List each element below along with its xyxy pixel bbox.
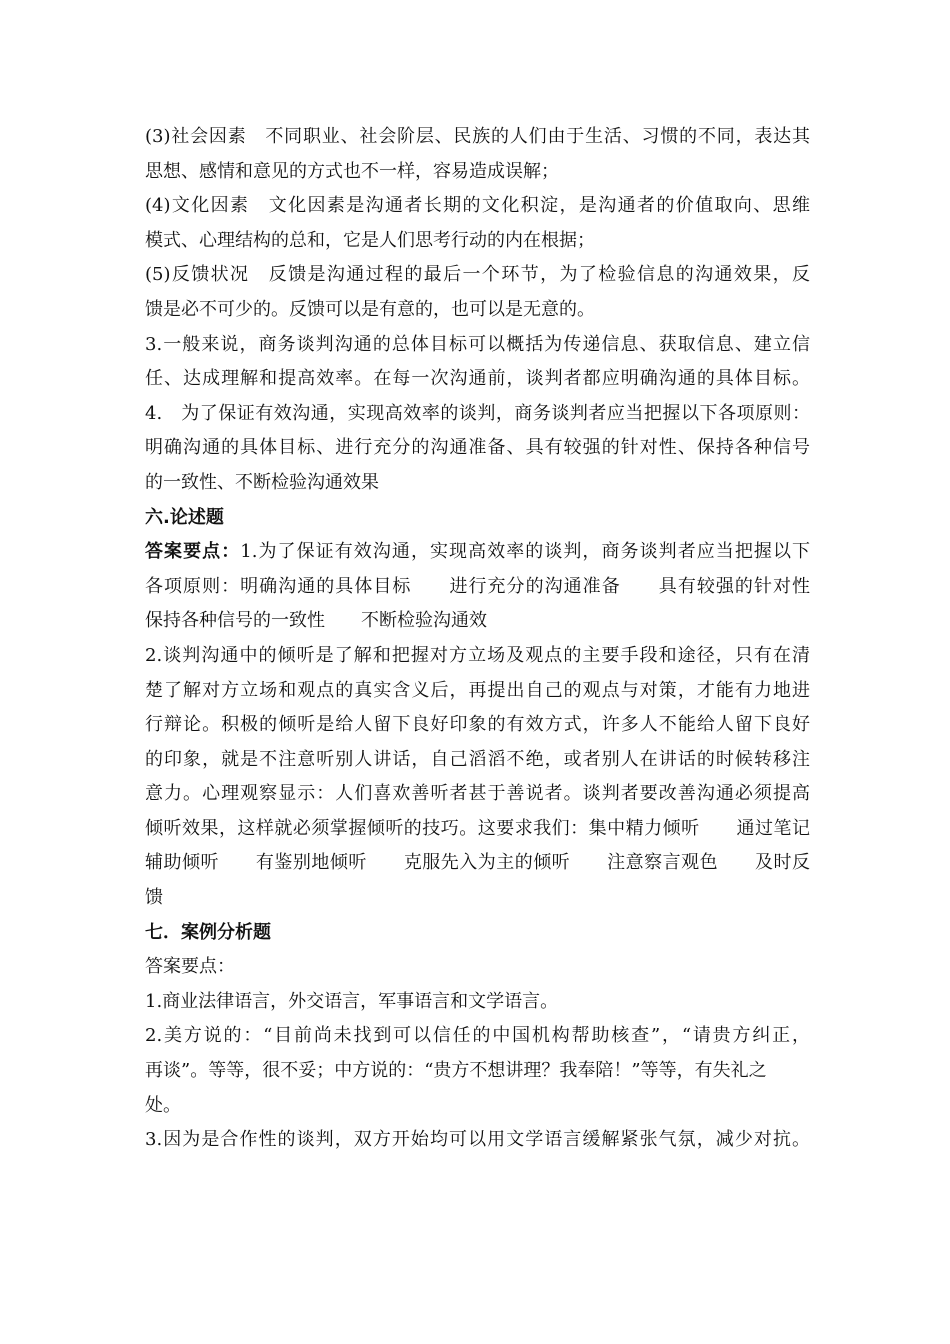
text-line: 楚了解对方立场和观点的真实含义后，再提出自己的观点与对策，才能有力地进 — [145, 679, 810, 701]
document-page — [145, 120, 810, 1158]
text-line: 任、达成理解和提高效率。在每一次沟通前，谈判者都应明确沟通的具体目标。 — [145, 368, 810, 390]
text-line: (3)社会因素 不同职业、社会阶层、民族的人们由于生活、习惯的不同，表达其 — [145, 126, 810, 147]
text-line: (5)反馈状况 反馈是沟通过程的最后一个环节，为了检验信息的沟通效果，反 — [145, 264, 810, 286]
list-item: 1.商业法律语言，外交语言，军事语言和文学语言。 — [145, 990, 559, 1012]
answer-label: 答案要点： — [145, 956, 235, 978]
section-heading: 六.论述题 — [145, 506, 224, 528]
text-line: 明确沟通的具体目标、进行充分的沟通准备、具有较强的针对性、保持各种信号 — [145, 437, 810, 459]
text-line: 行辩论。积极的倾听是给人留下良好印象的有效方式，许多人不能给人留下良好 — [145, 714, 810, 736]
text-line: 保持各种信号的一致性 不断检验沟通效 — [145, 610, 487, 632]
answer-label: 答案要点： — [145, 541, 241, 563]
answer-line — [145, 535, 810, 570]
section-heading: 七．案例分析题 — [145, 921, 271, 943]
text-line: 3.一般来说，商务谈判沟通的总体目标可以概括为传递信息、获取信息、建立信 — [145, 333, 810, 355]
text-line: 辅助倾听 有鉴别地倾听 克服先入为主的倾听 注意察言观色 及时反 — [145, 852, 810, 874]
text-line: 思想、感情和意见的方式也不一样，容易造成误解； — [145, 160, 559, 182]
text-line: (4)文化因素 文化因素是沟通者长期的文化积淀，是沟通者的价值取向、思维 — [145, 195, 810, 217]
text-line: 4. 为了保证有效沟通，实现高效率的谈判，商务谈判者应当把握以下各项原则： — [145, 402, 810, 424]
text-line: 2.谈判沟通中的倾听是了解和把握对方立场及观点的主要手段和途径，只有在清 — [145, 644, 810, 666]
text-line: 意力。心理观察显示：人们喜欢善听者甚于善说者。谈判者要改善沟通必须提高 — [145, 783, 810, 805]
text-line: 的一致性、不断检验沟通效果 — [145, 471, 379, 493]
list-item: 2.美方说的：“目前尚未找到可以信任的中国机构帮助核查”，“请贵方纠正， — [145, 1025, 810, 1047]
text-line: 模式、心理结构的总和，它是人们思考行动的内在根据； — [145, 229, 595, 251]
text-line: 各项原则：明确沟通的具体目标 进行充分的沟通准备 具有较强的针对性 — [145, 575, 810, 597]
list-item-continued: 处。 — [145, 1094, 181, 1116]
answer-text: 1.为了保证有效沟通，实现高效率的谈判，商务谈判者应当把握以下 — [240, 541, 810, 563]
text-line: 的印象，就是不注意听别人讲话，自己滔滔不绝，或者别人在讲话的时候转移注 — [145, 748, 810, 770]
list-item: 3.因为是合作性的谈判，双方开始均可以用文学语言缓解紧张气氛，减少对抗。 — [145, 1129, 810, 1151]
text-line: 馈是必不可少的。反馈可以是有意的，也可以是无意的。 — [145, 298, 595, 320]
text-line: 倾听效果，这样就必须掌握倾听的技巧。这要求我们：集中精力倾听 通过笔记 — [145, 817, 810, 839]
text-line: 馈 — [145, 887, 163, 909]
list-item-continued: 再谈”。等等，很不妥；中方说的：“贵方不想讲理？我奉陪！”等等，有失礼之 — [145, 1060, 767, 1082]
